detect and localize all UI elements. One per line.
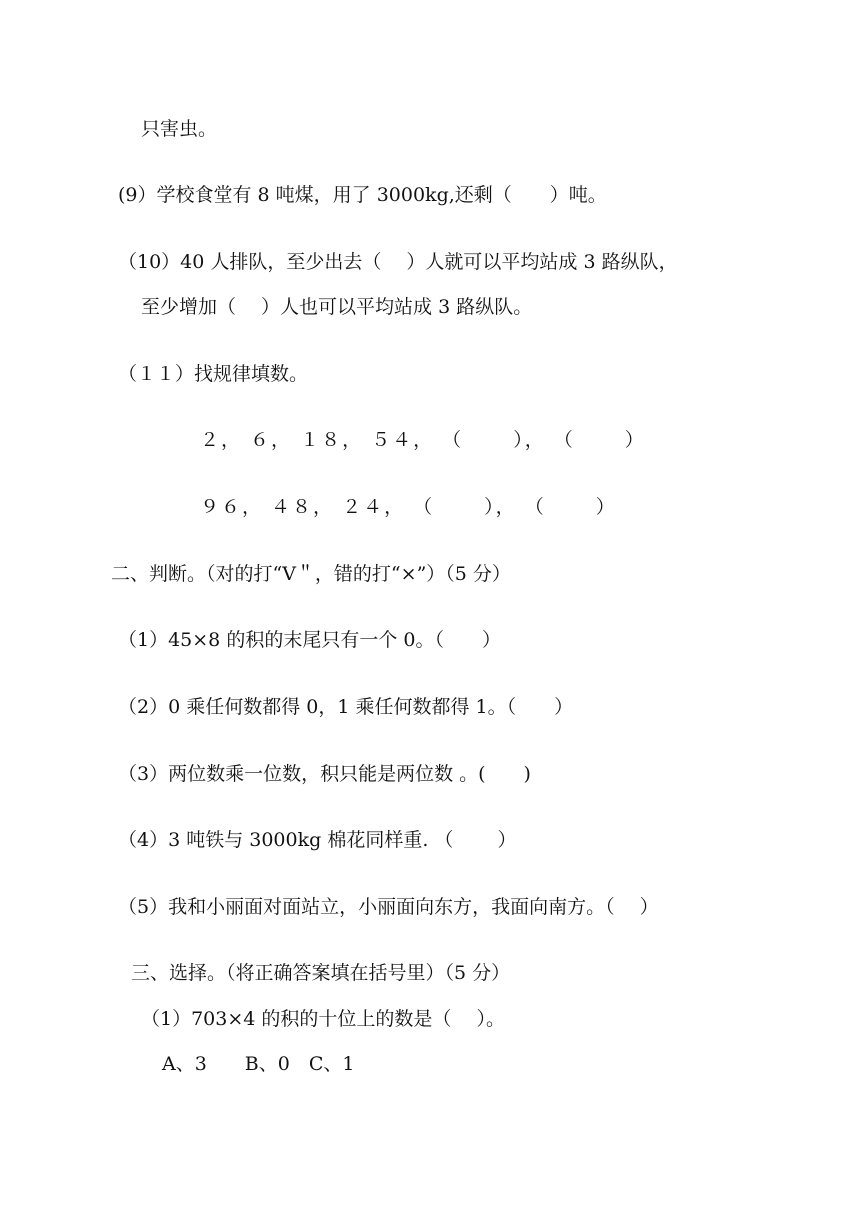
- section-3-heading: 三、选择。（将正确答案填在括号里）（5 分）: [131, 962, 511, 984]
- question-11: （１１）找规律填数。: [118, 363, 309, 385]
- question-10-line-1: （10）40 人排队，至少出去（ ）人就可以平均站成 3 路纵队，: [118, 251, 678, 273]
- judgment-2: （2）0 乘任何数都得 0，1 乘任何数都得 1。（ ）: [118, 696, 574, 718]
- judgment-1: （1）45×8 的积的末尾只有一个 0。（ ）: [118, 629, 501, 651]
- question-10-line-2: 至少增加（ ）人也可以平均站成 3 路纵队。: [141, 296, 533, 318]
- sequence-2: ９６， ４８， ２４， （ ）， （ ）: [200, 496, 617, 518]
- choice-options: A、3 B、0 C、1: [162, 1053, 355, 1075]
- text-line-continuation: 只害虫。: [141, 118, 218, 140]
- question-9: (9）学校食堂有 8 吨煤，用了 3000kg,还剩（ ）吨。: [118, 184, 607, 206]
- sequence-1: ２， ６， １８， ５４， （ ）， （ ）: [200, 429, 646, 451]
- judgment-3: （3）两位数乘一位数，积只能是两位数 。( ): [118, 763, 531, 785]
- choice-question-1: （1）703×4 的积的十位上的数是（ ）。: [141, 1008, 505, 1030]
- judgment-5: （5）我和小丽面对面站立，小丽面向东方，我面向南方。（ ）: [118, 896, 659, 918]
- judgment-4: （4）3 吨铁与 3000kg 棉花同样重. （ ）: [118, 829, 517, 851]
- section-2-heading: 二、判断。（对的打“V＂，错的打“×”）（5 分）: [111, 563, 511, 585]
